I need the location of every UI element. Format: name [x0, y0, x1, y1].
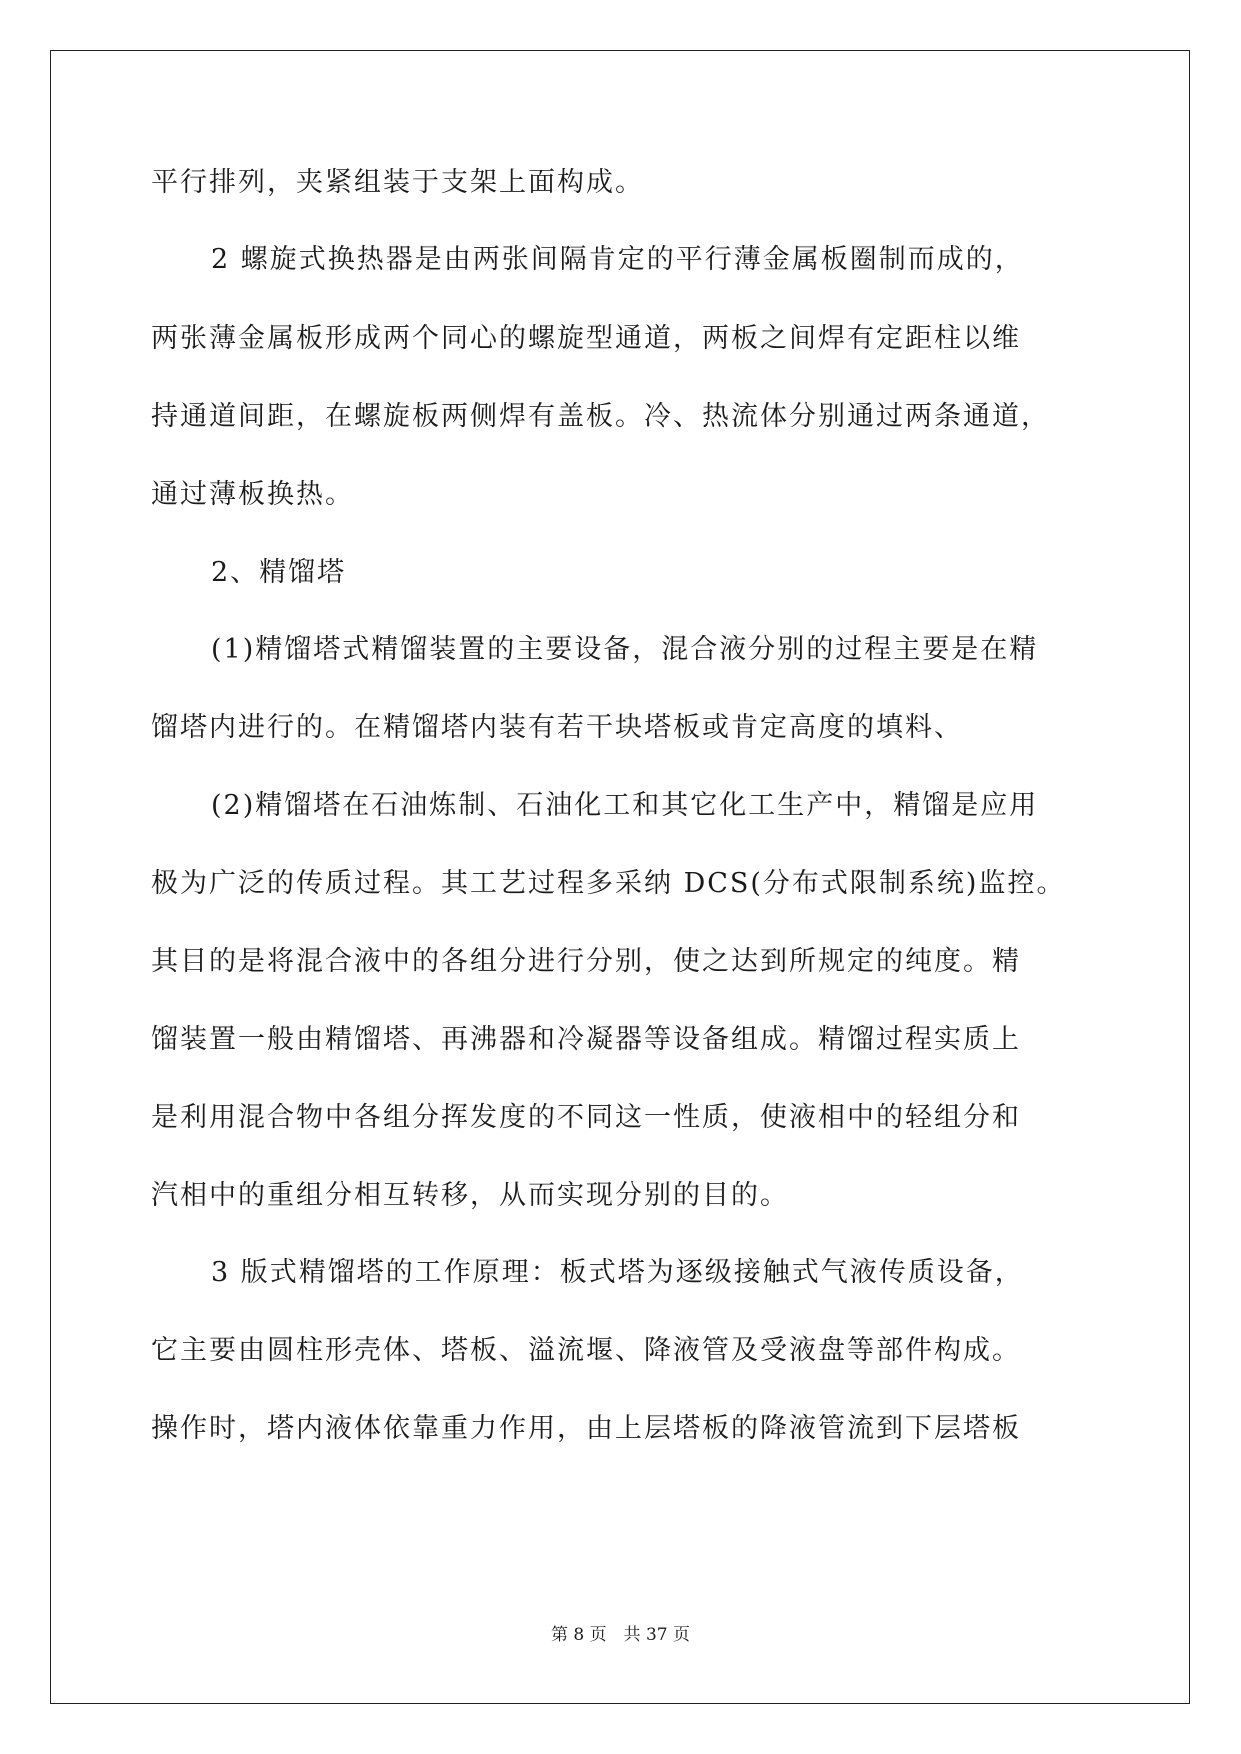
text-line-10: 极为广泛的传质过程。其工艺过程多采纳 DCS(分布式限制系统)监控。	[151, 868, 1066, 899]
text-line-4: 持通道间距，在螺旋板两侧焊有盖板。冷、热流体分别通过两条通道，	[151, 401, 1050, 432]
text-line-9: (2)精馏塔在石油炼制、石油化工和其它化工生产中，精馏是应用	[211, 790, 1039, 821]
text-line-2: 2 螺旋式换热器是由两张间隔肯定的平行薄金属板圈制而成的，	[211, 244, 1024, 275]
text-line-13: 是利用混合物中各组分挥发度的不同这一性质，使液相中的轻组分和	[151, 1102, 1021, 1133]
text-line-1: 平行排列，夹紧组装于支架上面构成。	[151, 167, 644, 198]
text-line-16: 它主要由圆柱形壳体、塔板、溢流堰、降液管及受液盘等部件构成。	[151, 1335, 1021, 1366]
text-line-6: 2、精馏塔	[211, 557, 347, 588]
text-line-11: 其目的是将混合液中的各组分进行分别，使之达到所规定的纯度。精	[151, 946, 1021, 977]
text-line-14: 汽相中的重组分相互转移，从而实现分别的目的。	[151, 1180, 789, 1211]
text-line-17: 操作时，塔内液体依靠重力作用，由上层塔板的降液管流到下层塔板	[151, 1413, 1021, 1444]
page-number: 第 8 页 共 37 页	[550, 1625, 691, 1645]
text-line-15: 3 版式精馏塔的工作原理：板式塔为逐级接触式气液传质设备，	[211, 1257, 1024, 1288]
text-line-7: (1)精馏塔式精馏装置的主要设备，混合液分别的过程主要是在精	[211, 634, 1039, 665]
text-line-3: 两张薄金属板形成两个同心的螺旋型通道，两板之间焊有定距柱以维	[151, 323, 1021, 354]
text-line-8: 馏塔内进行的。在精馏塔内装有若干块塔板或肯定高度的填料、	[151, 712, 963, 743]
text-line-5: 通过薄板换热。	[151, 479, 354, 510]
text-line-12: 馏装置一般由精馏塔、再沸器和冷凝器等设备组成。精馏过程实质上	[151, 1024, 1021, 1055]
